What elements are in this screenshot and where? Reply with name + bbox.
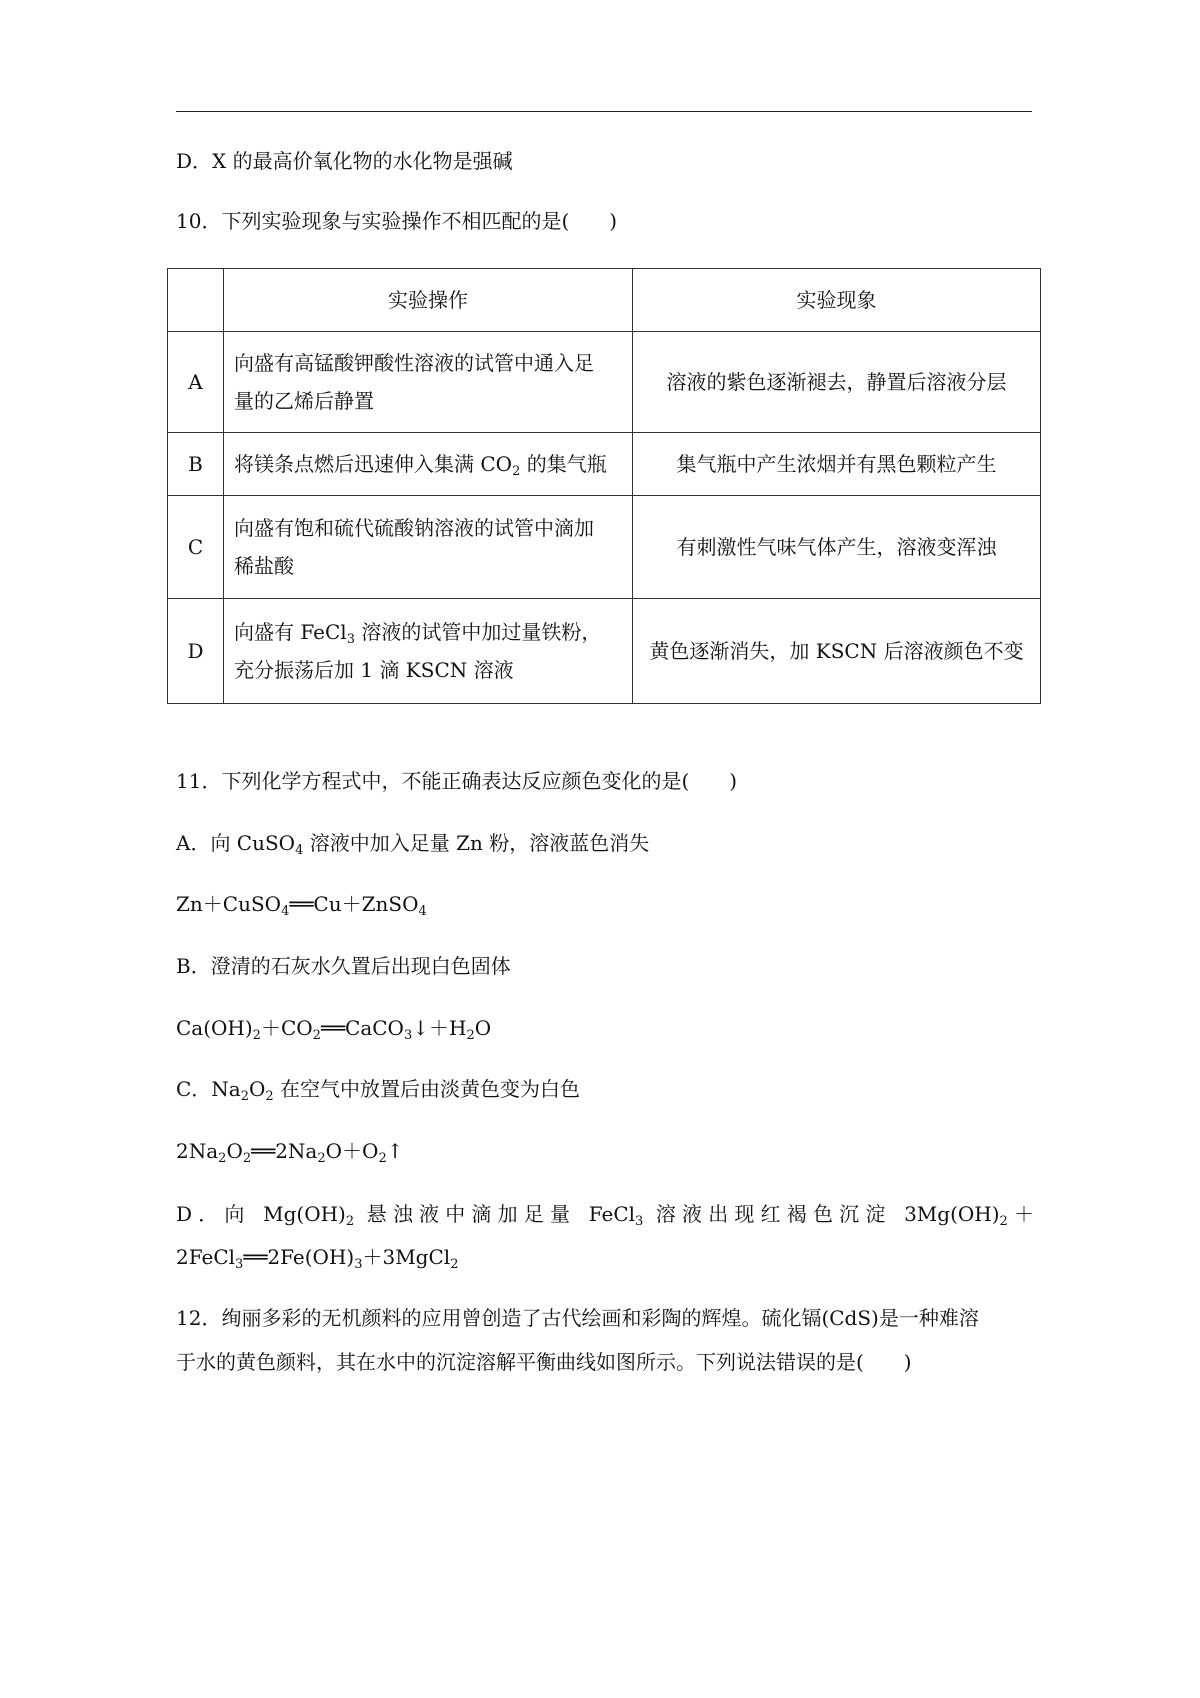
header-rule [176, 111, 1032, 112]
q11-option-c: C．$Na_2O_2$ 在空气中放置后由淡黄色变为白色 [176, 1077, 581, 1104]
table-header-row [168, 269, 1041, 332]
table-row [168, 599, 1041, 704]
table-row [168, 496, 1041, 599]
q10-stem: 10．下列实验现象与实验操作不相匹配的是( ) [176, 209, 618, 233]
row-phenomenon: 有刺激性气味气体产生，溶液变浑浊 [633, 496, 1041, 599]
table-row [168, 332, 1041, 433]
header-phenomenon: 实验现象 [633, 269, 1041, 332]
q9-option-d: D．X 的最高价氧化物的水化物是强碱 [176, 149, 513, 173]
row-phenomenon: 集气瓶中产生浓烟并有黑色颗粒产生 [633, 433, 1041, 496]
experiment-table [167, 268, 1041, 704]
header-operation: 实验操作 [224, 269, 633, 332]
q11-option-a: A．向 CuSO$_4$ 溶液中加入足量 Zn 粉，溶液蓝色消失 [176, 831, 650, 858]
row-operation: 向盛有高锰酸钾酸性溶液的试管中通入足 量的乙烯后静置 [224, 332, 633, 433]
q11-stem: 11．下列化学方程式中，不能正确表达反应颜色变化的是( ) [176, 769, 738, 793]
q11-option-d-line1: D．向 $Mg(OH)_2$ 悬浊液中滴加足量 FeCl$_3$ 溶液出现红褐色沉淀 $3Mg(OH)_2+$ [176, 1202, 1034, 1229]
q11-equation-c: $2Na_2O_2══2Na_2O+O_2↑$ [176, 1139, 404, 1166]
q11-equation-a: Zn＋CuSO$_4$══Cu＋ZnSO$_4$ [176, 892, 427, 919]
row-phenomenon: 黄色逐渐消失，加 KSCN 后溶液颜色不变 [633, 599, 1041, 704]
row-letter: D [168, 599, 224, 704]
q11-option-d-line2: $2FeCl_3══2Fe(OH)_3+3MgCl_2$ [176, 1245, 459, 1272]
row-operation: 向盛有饱和硫代硫酸钠溶液的试管中滴加 稀盐酸 [224, 496, 633, 599]
row-letter: A [168, 332, 224, 433]
row-operation: 向盛有 FeCl$_3$ 溶液的试管中加过量铁粉， 充分振荡后加 1 滴 KSCN 溶液 [224, 599, 633, 704]
table-row [168, 433, 1041, 496]
row-letter: C [168, 496, 224, 599]
q11-equation-b: $Ca(OH)_2+CO_2══CaCO_3↓+H_2O$ [176, 1016, 492, 1043]
row-letter: B [168, 433, 224, 496]
q12-stem-line1: 12．绚丽多彩的无机颜料的应用曾创造了古代绘画和彩陶的辉煌。硫化镉(CdS)是一种难溶 [176, 1306, 979, 1330]
q11-option-b: B．澄清的石灰水久置后出现白色固体 [176, 954, 511, 978]
q12-stem-line2: 于水的黄色颜料，其在水中的沉淀溶解平衡曲线如图所示。下列说法错误的是( ) [176, 1350, 912, 1374]
header-letter-cell [168, 269, 224, 332]
row-operation: 将镁条点燃后迅速伸入集满 $CO_2$ 的集气瓶 [224, 433, 633, 496]
row-phenomenon: 溶液的紫色逐渐褪去，静置后溶液分层 [633, 332, 1041, 433]
